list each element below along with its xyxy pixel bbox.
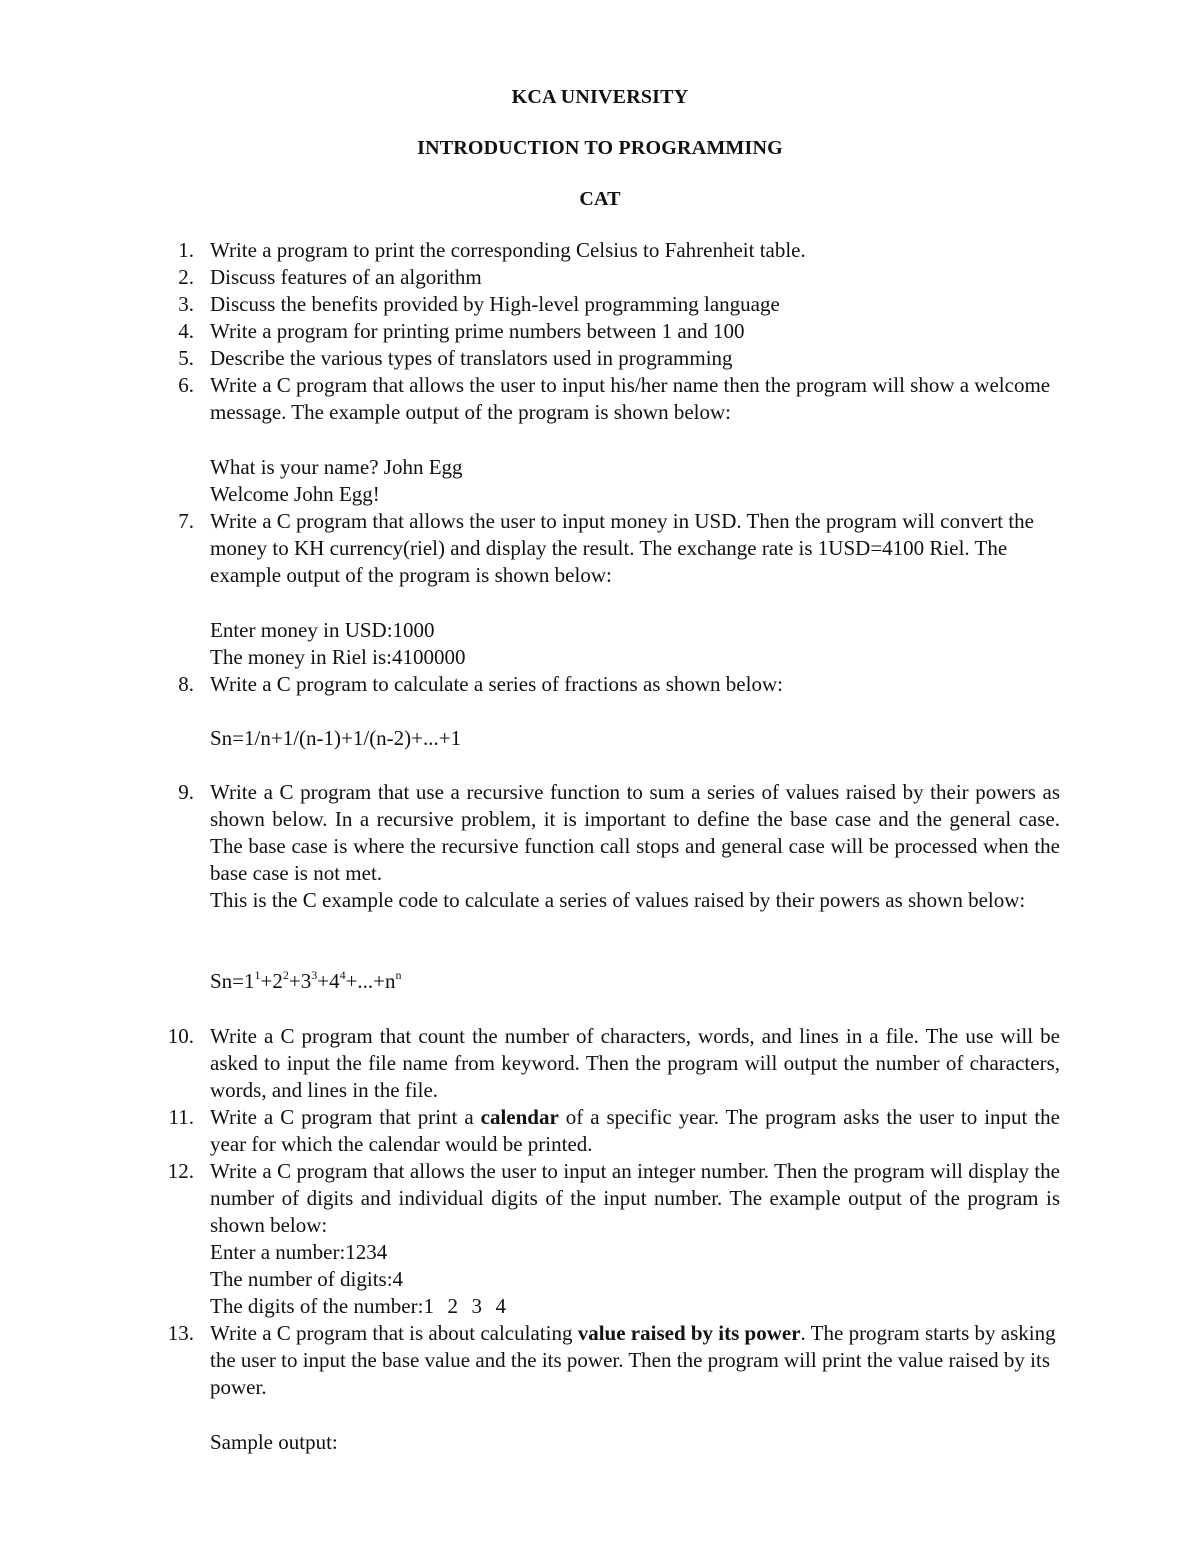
question-number: 6. xyxy=(178,373,194,397)
question-number: 7. xyxy=(178,509,194,533)
course-title: INTRODUCTION TO PROGRAMMING xyxy=(417,137,783,159)
question-number: 5. xyxy=(178,346,194,370)
question-text: Write a C program that allows the user to input an integer number. Then the program will display the number of digits and individual digits of the input number. The example output of the program is shown below: xyxy=(210,1159,1060,1237)
formula-powers xyxy=(210,968,402,995)
question-text xyxy=(210,1104,1060,1158)
formula-term-separator: + xyxy=(317,969,330,993)
formula-term-base: 1 xyxy=(244,969,255,993)
question-number: 13. xyxy=(167,1321,194,1345)
question-number: 11. xyxy=(168,1105,194,1129)
question-text-bold: calendar xyxy=(480,1105,559,1129)
question-text: Write a C program to calculate a series of fractions as shown below: xyxy=(210,672,783,696)
question-extra-text: This is the C example code to calculate a series of values raised by their powers as shown below: xyxy=(210,888,1026,912)
question-number: 3. xyxy=(178,292,194,316)
question-text-part: of a specific year. The program asks the user to input the year for which the calendar would be printed. xyxy=(210,1105,1061,1156)
question-text: Write a C program that allows the user to input money in USD. Then the program will convert the money to KH currency(riel) and display the result. The exchange rate is 1USD=4100 Riel. The example output of the program is shown below: xyxy=(210,509,1035,587)
question-text-part: Write a C program that is about calculating xyxy=(210,1321,578,1345)
formula-term-exponent: n xyxy=(395,968,402,982)
question-number: 12. xyxy=(167,1159,194,1183)
digit-value: 4 xyxy=(495,1294,506,1318)
digit-value: 1 xyxy=(423,1294,434,1318)
formula-term-exponent: 3 xyxy=(311,968,318,982)
question-number: 4. xyxy=(178,319,194,343)
question-number: 1. xyxy=(178,238,194,262)
digit-value: 2 xyxy=(447,1294,458,1318)
question-text-part: . The program starts by asking the user to input the base value and the its power. Then the program will print the value raised by its power. xyxy=(210,1321,1056,1399)
question-text: Write a program for printing prime numbers between 1 and 100 xyxy=(210,319,745,343)
sample-output-line: Enter money in USD:1000 xyxy=(210,618,435,642)
formula-term-exponent: 2 xyxy=(282,968,289,982)
sample-output-line: The number of digits:4 xyxy=(210,1267,404,1291)
question-number: 2. xyxy=(178,265,194,289)
digit-value: 3 xyxy=(471,1294,482,1318)
question-number: 10. xyxy=(167,1024,194,1048)
exam-title: CAT xyxy=(579,188,621,210)
question-text: Write a C program that count the number of characters, words, and lines in a file. The use will be asked to input the file name from keyword. Then the program will output the number of characters, words, and lines in the file. xyxy=(210,1024,1060,1102)
question-text xyxy=(210,1320,1060,1401)
question-number: 9. xyxy=(178,780,194,804)
formula-term-separator: + xyxy=(288,969,301,993)
question-text: Write a C program that allows the user to input his/her name then the program will show a welcome message. The example output of the program is shown below: xyxy=(210,373,1051,424)
formula-term-base: n xyxy=(385,969,396,993)
sample-output-line: What is your name? John Egg xyxy=(210,455,463,479)
formula-term-base: 4 xyxy=(329,969,340,993)
formula-term-base: 2 xyxy=(272,969,283,993)
university-title: KCA UNIVERSITY xyxy=(511,86,689,108)
sample-output-line xyxy=(210,1293,519,1320)
formula-prefix: Sn= xyxy=(210,969,245,993)
formula-term-exponent: 4 xyxy=(339,968,346,982)
question-text: Write a C program that use a recursive function to sum a series of values raised by their powers as shown below. In a recursive problem, it is important to define the base case and the general case. The base case is where the recursive function call stops and general case will be processed when the base case is not met. xyxy=(210,780,1060,885)
question-text-bold: value raised by its power xyxy=(577,1321,801,1345)
digits-label: The digits of the number: xyxy=(210,1294,424,1318)
sample-output-line: Welcome John Egg! xyxy=(210,482,380,506)
sample-output-line: The money in Riel is:4100000 xyxy=(210,645,466,669)
formula-term-exponent: 1 xyxy=(254,968,261,982)
formula-term-separator: + xyxy=(260,969,273,993)
question-text: Discuss features of an algorithm xyxy=(210,265,482,289)
question-number: 8. xyxy=(178,672,194,696)
question-text: Describe the various types of translators used in programming xyxy=(210,346,733,370)
formula-fractions: Sn=1/n+1/(n-1)+1/(n-2)+...+1 xyxy=(210,726,462,750)
question-text: Write a program to print the corresponding Celsius to Fahrenheit table. xyxy=(210,238,806,262)
question-text: Discuss the benefits provided by High-level programming language xyxy=(210,292,780,316)
formula-term-separator: +...+ xyxy=(345,969,385,993)
question-text-part: Write a C program that print a xyxy=(210,1105,481,1129)
formula-term-base: 3 xyxy=(300,969,312,993)
sample-output-line: Enter a number:1234 xyxy=(210,1240,388,1264)
sample-output-label: Sample output: xyxy=(210,1430,338,1454)
